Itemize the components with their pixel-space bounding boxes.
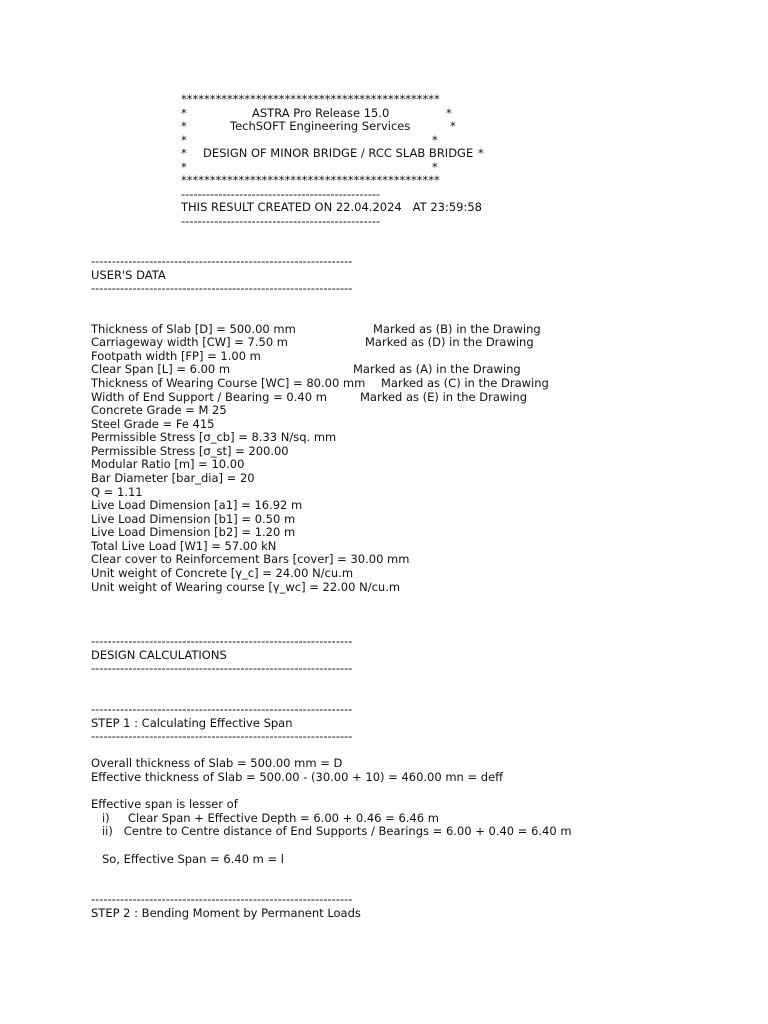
step1-line: Effective span is lesser of bbox=[91, 797, 238, 811]
drawing-mark: Marked as (E) in the Drawing bbox=[360, 390, 528, 404]
header-dash: ------------------------------------------------ bbox=[181, 214, 381, 228]
header-design-title: DESIGN OF MINOR BRIDGE / RCC SLAB BRIDGE bbox=[203, 146, 474, 160]
step1-line: Overall thickness of Slab = 500.00 mm = D bbox=[91, 756, 343, 770]
separator: --------------------------------------------------------------- bbox=[91, 254, 353, 268]
header-release: ASTRA Pro Release 15.0 bbox=[252, 106, 390, 120]
user-data-line: Unit weight of Wearing course [γ_wc] = 22.00 N/cu.m bbox=[91, 580, 401, 594]
user-data-line: Thickness of Wearing Course [WC] = 80.00 mm bbox=[91, 376, 366, 390]
header-border-left: * bbox=[181, 160, 187, 174]
step2-title: STEP 2 : Bending Moment by Permanent Loads bbox=[91, 906, 361, 920]
user-data-line: Footpath width [FP] = 1.00 m bbox=[91, 349, 261, 363]
header-border-left: * bbox=[181, 133, 187, 147]
header-dash: ------------------------------------------------ bbox=[181, 187, 381, 201]
user-data-line: Clear Span [L] = 6.00 m bbox=[91, 362, 231, 376]
created-timestamp: THIS RESULT CREATED ON 22.04.2024 AT 23:59:58 bbox=[181, 200, 482, 214]
drawing-mark: Marked as (A) in the Drawing bbox=[353, 362, 521, 376]
user-data-line: Clear cover to Reinforcement Bars [cover] = 30.00 mm bbox=[91, 552, 410, 566]
step1-result: So, Effective Span = 6.40 m = l bbox=[91, 852, 284, 866]
user-data-line: Steel Grade = Fe 415 bbox=[91, 417, 215, 431]
user-data-line: Unit weight of Concrete [γ_c] = 24.00 N/cu.m bbox=[91, 566, 354, 580]
user-data-line: Modular Ratio [m] = 10.00 bbox=[91, 457, 245, 471]
user-data-line: Carriageway width [CW] = 7.50 m bbox=[91, 335, 288, 349]
user-data-line: Thickness of Slab [D] = 500.00 mm bbox=[91, 322, 296, 336]
user-data-line: Width of End Support / Bearing = 0.40 m bbox=[91, 390, 327, 404]
section-title-design-calculations: DESIGN CALCULATIONS bbox=[91, 648, 227, 662]
header-border-right: * bbox=[450, 119, 456, 133]
step1-line: ii) Centre to Centre distance of End Supports / Bearings = 6.00 + 0.40 = 6.40 m bbox=[91, 824, 572, 838]
header-border-right: * bbox=[432, 160, 438, 174]
separator: --------------------------------------------------------------- bbox=[91, 634, 353, 648]
user-data-line: Permissible Stress [σ_cb] = 8.33 N/sq. mm bbox=[91, 430, 337, 444]
drawing-mark: Marked as (D) in the Drawing bbox=[365, 335, 534, 349]
separator: --------------------------------------------------------------- bbox=[91, 729, 353, 743]
separator: --------------------------------------------------------------- bbox=[91, 281, 353, 295]
separator: --------------------------------------------------------------- bbox=[91, 702, 353, 716]
user-data-line: Live Load Dimension [b1] = 0.50 m bbox=[91, 512, 296, 526]
step1-title: STEP 1 : Calculating Effective Span bbox=[91, 716, 293, 730]
user-data-line: Q = 1.11 bbox=[91, 485, 143, 499]
header-border-left: * bbox=[181, 106, 187, 120]
header-border-right: * bbox=[478, 146, 484, 160]
separator: --------------------------------------------------------------- bbox=[91, 892, 353, 906]
header-border-left: * bbox=[181, 146, 187, 160]
user-data-line: Total Live Load [W1] = 57.00 kN bbox=[91, 539, 277, 553]
drawing-mark: Marked as (C) in the Drawing bbox=[381, 376, 549, 390]
header-border-right: * bbox=[432, 133, 438, 147]
step1-line: Effective thickness of Slab = 500.00 - (30.00 + 10) = 460.00 mn = deff bbox=[91, 770, 504, 784]
header-stars-bottom: ********************************************* bbox=[181, 173, 440, 187]
user-data-line: Permissible Stress [σ_st] = 200.00 bbox=[91, 444, 289, 458]
user-data-line: Concrete Grade = M 25 bbox=[91, 403, 227, 417]
drawing-mark: Marked as (B) in the Drawing bbox=[373, 322, 541, 336]
header-company: TechSOFT Engineering Services bbox=[230, 119, 411, 133]
section-title-users-data: USER'S DATA bbox=[91, 268, 166, 282]
user-data-line: Bar Diameter [bar_dia] = 20 bbox=[91, 471, 255, 485]
user-data-line: Live Load Dimension [b2] = 1.20 m bbox=[91, 525, 296, 539]
user-data-line: Live Load Dimension [a1] = 16.92 m bbox=[91, 498, 303, 512]
step1-line: i) Clear Span + Effective Depth = 6.00 + 0.46 = 6.46 m bbox=[91, 811, 439, 825]
separator: --------------------------------------------------------------- bbox=[91, 661, 353, 675]
header-border-right: * bbox=[446, 106, 452, 120]
header-border-left: * bbox=[181, 119, 187, 133]
header-stars-top: ********************************************* bbox=[181, 92, 440, 106]
